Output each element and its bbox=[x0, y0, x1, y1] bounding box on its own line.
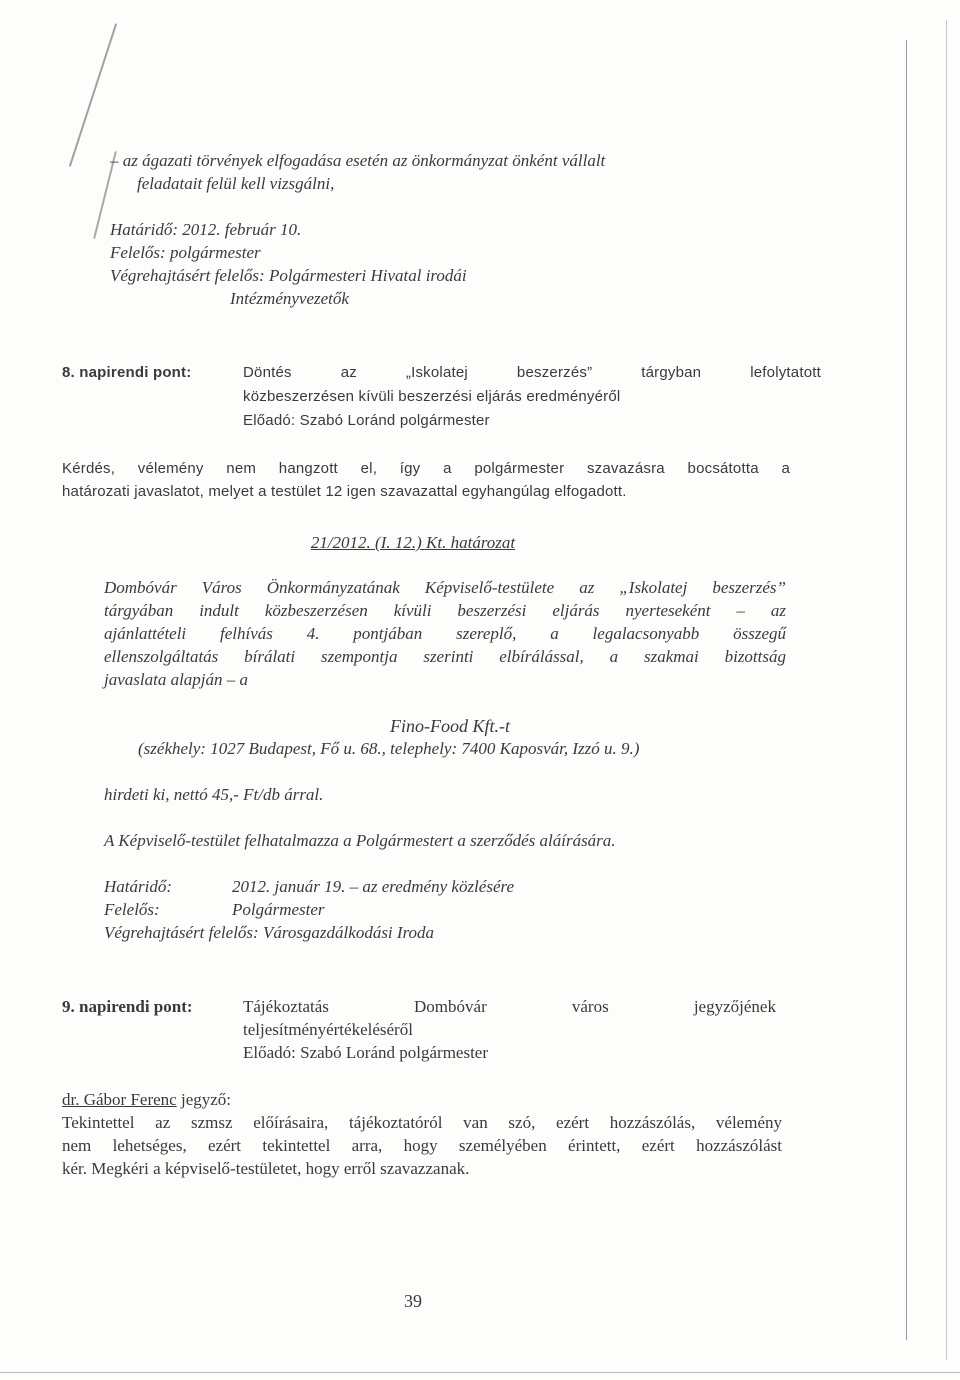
title-word: Dombóvár bbox=[414, 997, 487, 1016]
resolution-number: 21/2012. (I. 12.) Kt. határozat bbox=[310, 533, 516, 552]
page-number: 39 bbox=[404, 1291, 422, 1311]
resolution-body-line: ellenszolgáltatás bírálati szempontja szerinti elbírálással, a szakmai bizottság bbox=[104, 647, 786, 666]
agenda-item-8-title bbox=[243, 362, 821, 384]
agenda-item-8-label: 8. napirendi pont: bbox=[62, 364, 192, 381]
agenda-item-9-presenter: Előadó: Szabó Loránd polgármester bbox=[243, 1043, 489, 1062]
title-word: város bbox=[571, 997, 609, 1016]
scan-edge-line bbox=[946, 20, 947, 1360]
responsible-value: Polgármester bbox=[232, 900, 325, 919]
item-8-paragraph-line: határozati javaslatot, melyet a testület 12 igen szavazattal egyhangúlag elfogadott. bbox=[62, 483, 627, 500]
responsible-label: Felelős: bbox=[104, 900, 160, 919]
deadline-value: 2012. január 19. – az eredmény közlésére bbox=[232, 877, 515, 896]
agenda-item-9-title bbox=[243, 996, 776, 1018]
title-word: beszerzés” bbox=[516, 364, 593, 381]
title-word: „Iskolatej bbox=[405, 364, 468, 381]
scan-bottom-line bbox=[0, 1372, 960, 1373]
implementation-responsible: Végrehajtásért felelős: Polgármesteri Hivatal irodái bbox=[110, 266, 467, 285]
item-8-paragraph-line: Kérdés, vélemény nem hangzott el, így a polgármester szavazásra bocsátotta a bbox=[62, 460, 790, 477]
deadline-label: Határidő: bbox=[104, 877, 172, 896]
speech-line: kér. Megkéri a képviselő-testületet, hogy erről szavazzanak. bbox=[62, 1159, 470, 1178]
title-word: az bbox=[340, 364, 357, 381]
title-word: Döntés bbox=[243, 364, 292, 381]
resolution-body-line: tárgyában indult közbeszerzésen kívüli beszerzési eljárás nyerteseként – az bbox=[104, 601, 786, 620]
scan-scratch-mark bbox=[69, 23, 117, 166]
authorization: A Képviselő-testület felhatalmazza a Polgármestert a szerződés aláírására. bbox=[104, 831, 616, 850]
speaker-role: jegyző: bbox=[176, 1090, 232, 1109]
speaker-name: dr. Gábor Ferenc bbox=[62, 1090, 177, 1109]
speaker-line bbox=[62, 1089, 231, 1111]
title-word: tárgyban bbox=[641, 364, 702, 381]
speech-line: nem lehetséges, ezért tekintettel arra, hogy személyében érintett, ezért hozzászólást bbox=[62, 1136, 782, 1155]
winner-address: (székhely: 1027 Budapest, Fő u. 68., telephely: 7400 Kaposvár, Izzó u. 9.) bbox=[138, 739, 640, 758]
duty-line: – az ágazati törvények elfogadása esetén az önkormányzat önként vállalt bbox=[110, 151, 606, 170]
agenda-item-8-title-continued: közbeszerzésen kívüli beszerzési eljárás eredményéről bbox=[243, 388, 621, 405]
speech-line: Tekintettel az szmsz előírásaira, tájékoztatóról van szó, ezért hozzászólás, vélemény bbox=[62, 1113, 782, 1132]
title-word: Tájékoztatás bbox=[243, 997, 329, 1016]
agenda-item-9-title-continued: teljesítményértékeléséről bbox=[243, 1020, 413, 1039]
scan-edge-line bbox=[906, 40, 907, 1340]
winner-company: Fino-Food Kft.-t bbox=[390, 716, 510, 736]
implementation-responsible-continued: Intézményvezetők bbox=[230, 289, 349, 308]
responsible: Felelős: polgármester bbox=[110, 243, 261, 262]
agenda-item-8-presenter: Előadó: Szabó Loránd polgármester bbox=[243, 412, 490, 429]
resolution-body-line: Dombóvár Város Önkormányzatának Képviselő-testülete az „Iskolatej beszerzés” bbox=[104, 578, 786, 597]
announcement: hirdeti ki, nettó 45,- Ft/db árral. bbox=[104, 785, 324, 804]
title-word: lefolytatott bbox=[750, 364, 821, 381]
implementation-responsible: Végrehajtásért felelős: Városgazdálkodási Iroda bbox=[104, 923, 435, 942]
resolution-body-line: ajánlattételi felhívás 4. pontjában szereplő, a legalacsonyabb összegű bbox=[104, 624, 786, 643]
duty-line-continued: feladatait felül kell vizsgálni, bbox=[137, 174, 335, 193]
title-word: jegyzőjének bbox=[693, 997, 776, 1016]
deadline: Határidő: 2012. február 10. bbox=[110, 220, 302, 239]
agenda-item-9-label: 9. napirendi pont: bbox=[62, 997, 193, 1016]
resolution-body-line: javaslata alapján – a bbox=[104, 670, 249, 689]
